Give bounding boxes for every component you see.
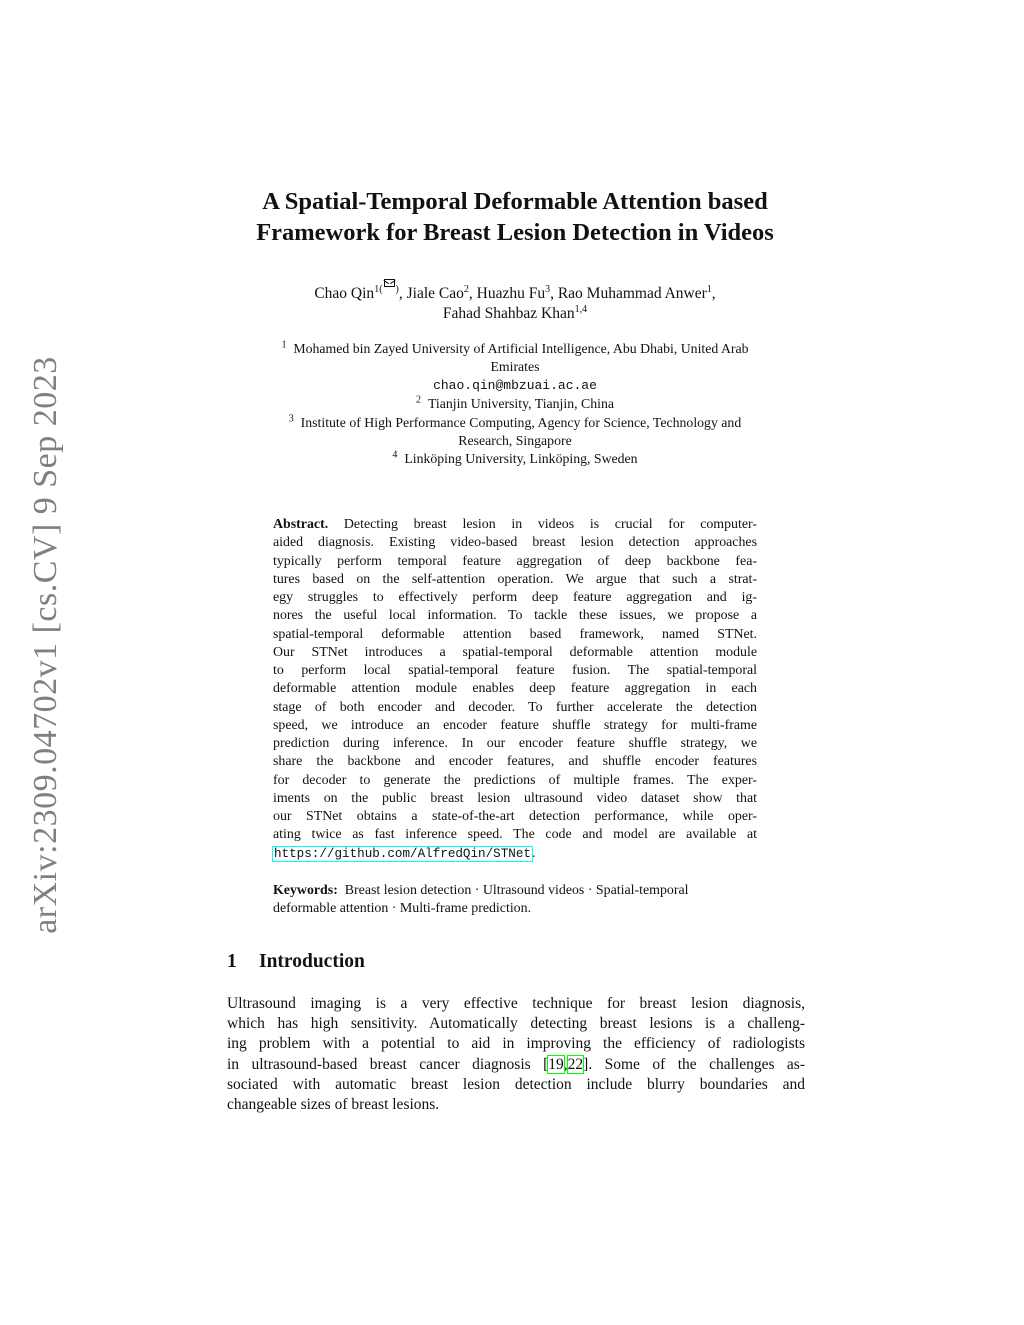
abstract-line: ating twice as fast inference speed. The code and model are available at bbox=[273, 827, 757, 843]
keywords bbox=[273, 882, 767, 919]
abstract-line: our STNet obtains a state-of-the-art detection performance, while oper- bbox=[273, 809, 757, 824]
author-name: Fahad Shahbaz Khan bbox=[442, 305, 575, 323]
affiliation-line: $^4$ Linköping University, Linköping, Sweden bbox=[392, 449, 638, 467]
title-line: A Spatial-Temporal Deformable Attention based bbox=[262, 188, 768, 215]
keywords-line: Keywords: Breast lesion detection · Ultrasound videos · Spatial-temporal bbox=[273, 883, 689, 898]
email-address[interactable]: chao.qin@mbzuai.ac.ae bbox=[433, 377, 597, 393]
author-name: Jiale Cao bbox=[406, 285, 464, 303]
keywords-line: deformable attention · Multi-frame prediction. bbox=[273, 901, 532, 917]
abstract-line: egy struggles to effectively perform deep feature aggregation and ig- bbox=[273, 590, 757, 605]
affiliation-list bbox=[200, 340, 830, 469]
keywords-label: Keywords: bbox=[273, 883, 338, 898]
corresponding-mark: ( ) bbox=[379, 284, 399, 295]
affiliation-line: Emirates bbox=[490, 359, 540, 375]
abstract bbox=[273, 516, 757, 863]
author-name: Huazhu Fu bbox=[476, 285, 546, 303]
abstract-line: prediction during inference. In our encoder feature shuffle strategy, we bbox=[273, 736, 757, 751]
section-heading bbox=[227, 951, 365, 973]
abstract-line: typically perform temporal feature aggregation of deep backbone fea- bbox=[273, 553, 757, 569]
affiliation-mark: 3 bbox=[545, 284, 551, 295]
affiliation-mark: 1 bbox=[706, 284, 712, 295]
body-line: ing problem with a potential to aid in improving the efficiency of radiologists bbox=[227, 1035, 805, 1053]
abstract-line: for decoder to generate the predictions of multiple frames. The exper- bbox=[273, 772, 757, 788]
affiliation-line: $^1$ Mohamed bin Zayed University of Artificial Intelligence, Abu Dhabi, United Arab bbox=[281, 339, 749, 356]
affiliation-mark: 2 bbox=[463, 284, 469, 295]
author-line bbox=[200, 304, 830, 324]
introduction-paragraph bbox=[227, 994, 805, 1115]
body-line: in ultrasound-based breast cancer diagnosis [19,22]. Some of the challenges as- bbox=[227, 1055, 805, 1073]
affiliation-line: Research, Singapore bbox=[458, 433, 572, 449]
abstract-label: Abstract. bbox=[273, 517, 329, 532]
author-name: Rao Muhammad Anwer bbox=[557, 285, 707, 303]
section-title: Introduction bbox=[259, 951, 365, 972]
affiliation-mark: 1,4 bbox=[574, 304, 588, 315]
envelope-icon bbox=[384, 279, 395, 287]
code-repository-link[interactable]: https://github.com/AlfredQin/STNet bbox=[274, 846, 531, 861]
body-line: Ultrasound imaging is a very effective technique for breast lesion diagnosis, bbox=[227, 995, 805, 1012]
abstract-line: share the backbone and encoder features, and shuffle encoder features bbox=[273, 754, 757, 770]
paper-title bbox=[200, 186, 830, 248]
author-name: Chao Qin bbox=[314, 285, 375, 303]
abstract-line: spatial-temporal deformable attention based framework, named STNet. bbox=[273, 626, 757, 642]
section-number: 1 bbox=[227, 951, 237, 972]
abstract-line: Our STNet introduces a spatial-temporal deformable attention module bbox=[273, 644, 757, 660]
title-line: Framework for Breast Lesion Detection in Videos bbox=[256, 219, 774, 246]
abstract-line: nores the useful local information. To tackle these issues, we propose a bbox=[273, 608, 757, 624]
affiliation-mark: 1 bbox=[374, 284, 380, 295]
author-line: Chao Qin$^{1( )}$, Jiale Cao$^2$, Huazhu Fu$^3$, Rao Muhammad Anwer$^1$, bbox=[200, 284, 830, 304]
author-list bbox=[200, 284, 830, 324]
abstract-line: speed, we introduce an encoder feature shuffle strategy for multi-frame bbox=[273, 717, 757, 733]
body-line: sociated with automatic breast lesion detection include blurry boundaries and bbox=[227, 1075, 805, 1093]
abstract-line: aided diagnosis. Existing video-based breast lesion detection approaches bbox=[273, 535, 757, 551]
body-line: changeable sizes of breast lesions. bbox=[227, 1096, 440, 1114]
arxiv-identifier: arXiv:2309.04702v1 [cs.CV] 9 Sep 2023 bbox=[27, 356, 64, 934]
abstract-line: stage of both encoder and decoder. To further accelerate the detection bbox=[273, 699, 757, 715]
abstract-line: to perform local spatial-temporal feature fusion. The spatial-temporal bbox=[273, 663, 757, 678]
abstract-line: https://github.com/AlfredQin/STNet. bbox=[274, 845, 536, 861]
affiliation-line: $^2$ Tianjin University, Tianjin, China bbox=[416, 394, 614, 412]
abstract-line: iments on the public breast lesion ultrasound video dataset show that bbox=[273, 790, 757, 806]
abstract-line: Abstract. Detecting breast lesion in videos is crucial for computer- bbox=[273, 517, 757, 532]
citation-link[interactable]: 19 bbox=[548, 1055, 564, 1073]
citation-link[interactable]: 22 bbox=[567, 1055, 584, 1073]
abstract-line: deformable attention module enables deep feature aggregation in each bbox=[273, 681, 757, 697]
abstract-line: tures based on the self-attention operation. We argue that such a strat- bbox=[273, 571, 757, 587]
affiliation-line: $^3$ Institute of High Performance Computing, Agency for Science, Technology and bbox=[288, 413, 742, 430]
body-line: which has high sensitivity. Automatically detecting breast lesions is a challeng- bbox=[227, 1015, 805, 1033]
